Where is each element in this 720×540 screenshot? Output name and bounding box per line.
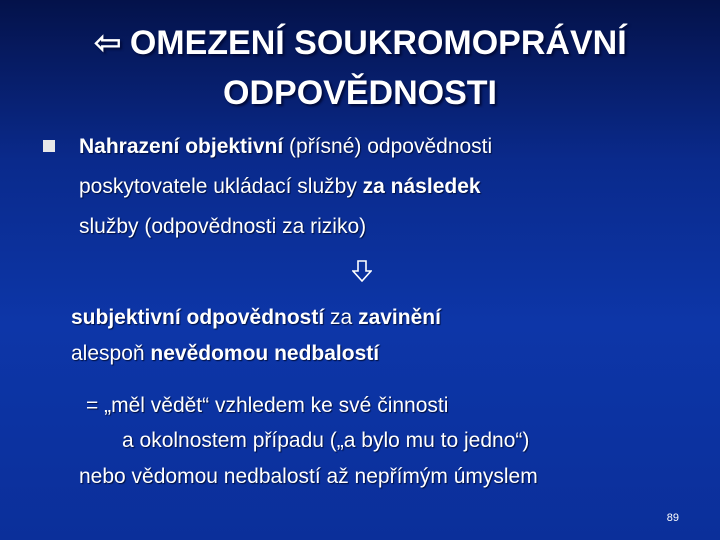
left-arrow-icon: ⇦ — [93, 24, 122, 62]
subjective-bold-3: nevědomou nedbalostí — [150, 342, 380, 365]
title-line-2: ODPOVĚDNOSTI — [223, 74, 497, 112]
title-text-1: OMEZENÍ SOUKROMOPRÁVNÍ — [129, 24, 627, 62]
subjective-regular-2: alespoň — [71, 342, 151, 365]
subjective-line-2 — [71, 340, 379, 368]
explanation-line-3: nebo vědomou nedbalostí až nepřímým úmyslem — [79, 465, 538, 488]
subjective-bold-2: zavinění — [358, 306, 441, 329]
explanation-line-2: a okolnostem případu („a bylo mu to jedno“) — [122, 429, 530, 452]
subjective-regular-1: za — [324, 306, 359, 329]
subjective-line-1 — [71, 304, 441, 332]
bullet-line-1 — [79, 133, 492, 161]
title-line-1 — [0, 18, 720, 68]
bullet-square-icon — [43, 140, 55, 152]
subjective-bold-1: subjektivní odpovědností — [71, 306, 325, 329]
down-arrow-icon — [352, 260, 372, 282]
bullet-line-1-bold: Nahrazení objektivní — [79, 135, 284, 158]
bullet-line-3: služby (odpovědnosti za riziko) — [79, 215, 367, 238]
bullet-line-2 — [79, 173, 481, 201]
bullet-line-2-bold: za následek — [362, 175, 481, 198]
bullet-line-1-regular: (přísné) odpovědnosti — [283, 135, 493, 158]
bullet-line-2-regular: poskytovatele ukládací služby — [79, 175, 363, 198]
page-number: 89 — [666, 512, 679, 524]
slide-title — [0, 18, 720, 118]
explanation-line-1: = „měl vědět“ vzhledem ke své činnosti — [86, 394, 449, 417]
